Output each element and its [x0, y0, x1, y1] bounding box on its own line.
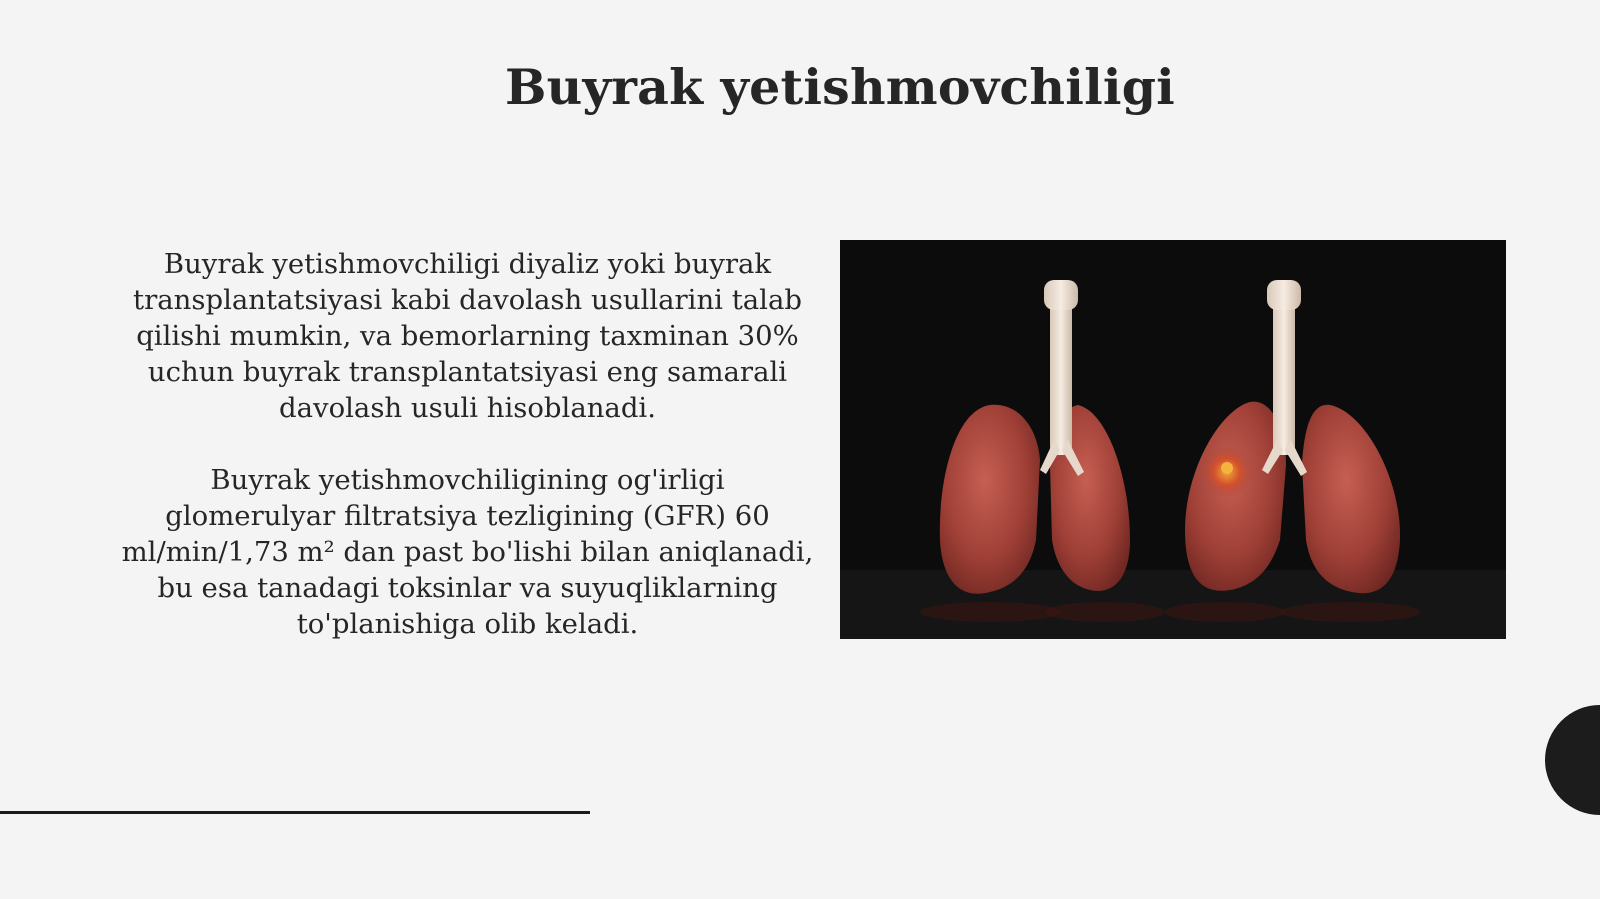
- slide-title: Buyrak yetishmovchiligi: [505, 58, 1175, 116]
- paragraph-1: Buyrak yetishmovchiligi diyaliz yoki buyrak transplantatsiyasi kabi davolash usullarini talab qilishi mumkin, va bemorlarning taxminan 30% uchun buyrak transplantatsiyasi eng samarali davolash usuli hisoblanadi.: [133, 248, 802, 424]
- half-circle-decoration: [1545, 705, 1600, 815]
- slide-body: [100, 246, 835, 642]
- divider-line: [0, 811, 590, 814]
- lungs-anatomical-model-image: [840, 240, 1506, 639]
- paragraph-2: Buyrak yetishmovchiligining og'irligi glomerulyar filtratsiya tezligining (GFR) 60 ml/min/1,73 m² dan past bo'lishi bilan aniqlanadi, bu esa tanadagi toksinlar va suyuqliklarning to'planishiga olib keladi.: [121, 464, 814, 640]
